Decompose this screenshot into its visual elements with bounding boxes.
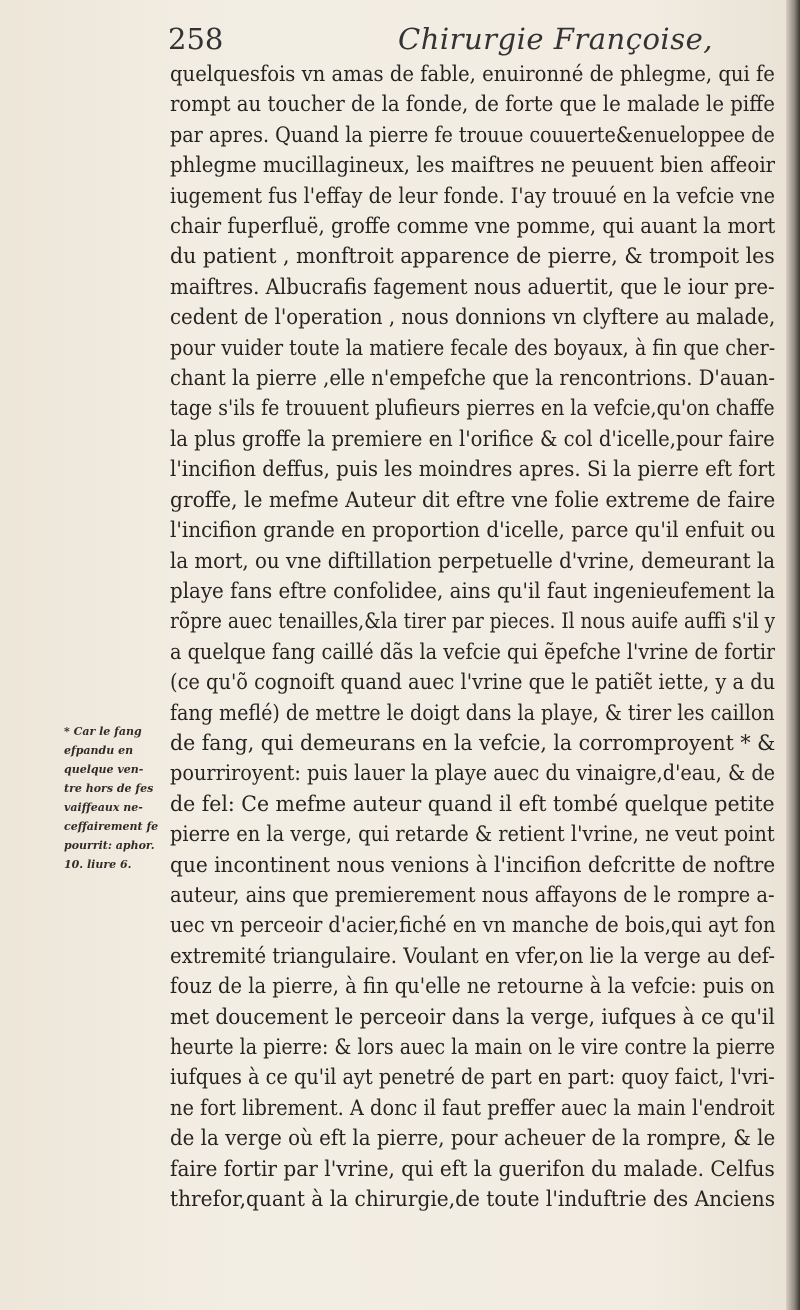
- margin-note-line: quelque ven-: [64, 763, 144, 776]
- text-line: rõpre auec tenailles,&la tirer par pieces. Il nous auife auffi s'il y: [170, 609, 775, 635]
- text-line: de fel: Ce mefme auteur quand il eft tombé quelque petite: [170, 791, 775, 817]
- text-line: groffe, le mefme Auteur dit eftre vne folie extreme de faire: [170, 487, 775, 513]
- text-line: que incontinent nous venions à l'incifion defcritte de noftre: [170, 852, 776, 878]
- margin-note-line: pourrit: aphor.: [64, 839, 155, 852]
- text-line: pourriroyent: puis lauer la playe auec du vinaigre,d'eau, & de: [170, 761, 775, 787]
- margin-note-line: 10. liure 6.: [64, 858, 132, 871]
- text-line: playe fans eftre confolidee, ains qu'il faut ingenieufement la: [170, 578, 776, 604]
- text-line: met doucement le perceoir dans la verge, iufques à ce qu'il: [170, 1004, 775, 1030]
- text-line: threfor,quant à la chirurgie,de toute l'induftrie des Anciens: [170, 1187, 775, 1213]
- text-line: rompt au toucher de la fonde, de forte que le malade le piffe: [170, 92, 775, 118]
- text-line: heurte la pierre: & lors auec la main on le vire contre la pierre: [170, 1035, 775, 1060]
- text-line: l'incifion deffus, puis les moindres apres. Si la pierre eft fort: [170, 457, 775, 483]
- text-line: extremité triangulaire. Voulant en vfer,on lie la verge au def-: [170, 943, 775, 969]
- text-line: cedent de l'operation , nous donnions vn clyftere au malade,: [170, 305, 776, 331]
- page-edge: [786, 0, 800, 1310]
- text-line: fouz de la pierre, à fin qu'elle ne retourne à la vefcie: puis on: [170, 974, 775, 1000]
- text-line: phlegme mucillagineux, les maiftres ne peuuent bien affeoir: [170, 153, 776, 179]
- margin-note-line: ceffairement fe: [64, 820, 159, 833]
- text-line: chair fuperfluë, groffe comme vne pomme, qui auant la mort: [170, 214, 776, 240]
- text-line: ne fort librement. A donc il faut preffer auec la main l'endroit: [170, 1095, 775, 1121]
- text-line: de fang, qui demeurans en la vefcie, la corromproyent * &: [170, 730, 776, 756]
- text-line: iufques à ce qu'il ayt penetré de part en part: quoy faict, l'vri-: [170, 1065, 775, 1091]
- text-line: faire fortir par l'vrine, qui eft la guerifon du malade. Celfus: [170, 1156, 775, 1182]
- margin-note: [64, 722, 172, 874]
- margin-note-line: tre hors de fes: [64, 782, 154, 795]
- text-line: quelquesfois vn amas de fable, enuironné de phlegme, qui fe: [170, 62, 775, 87]
- text-line: fang meflé) de mettre le doigt dans la playe, & tirer les caillon: [170, 700, 775, 726]
- text-line: pour vuider toute la matiere fecale des boyaux, à fin que cher-: [170, 335, 776, 361]
- margin-note-line: efpandu en: [64, 744, 134, 757]
- text-line: iugement fus l'effay de leur fonde. I'ay trouué en la vefcie vne: [170, 183, 775, 209]
- text-line: a quelque fang caillé dãs la vefcie qui ẽpefche l'vrine de fortir: [170, 639, 776, 665]
- text-line: maiftres. Albucrafis fagement nous aduertit, que le iour pre-: [170, 274, 775, 300]
- text-line: (ce qu'õ cognoift quand auec l'vrine que le patiẽt iette, y a du: [170, 670, 775, 696]
- margin-note-line: * Car le fang: [64, 725, 142, 738]
- text-line: auteur, ains que premierement nous affayons de le rompre a-: [170, 882, 775, 908]
- text-line: la mort, ou vne diftillation perpetuelle d'vrine, demeurant la: [170, 548, 776, 574]
- page-number: 258: [168, 22, 224, 56]
- text-line: l'incifion grande en proportion d'icelle, parce qu'il enfuit ou: [170, 518, 775, 544]
- text-line: de la verge où eft la pierre, pour acheuer de la rompre, & le: [170, 1126, 776, 1152]
- running-title: Chirurgie Françoise,: [398, 22, 713, 56]
- text-line: pierre en la verge, qui retarde & retient l'vrine, ne veut point: [170, 822, 775, 848]
- text-line: du patient , monftroit apparence de pierre, & trompoit les: [170, 244, 775, 270]
- body-text: [170, 60, 775, 1215]
- text-line: tage s'ils fe trouuent plufieurs pierres en la vefcie,qu'on chaffe: [170, 396, 775, 422]
- margin-note-line: vaiffeaux ne-: [64, 801, 143, 814]
- text-line: chant la pierre ,elle n'empefche que la rencontrions. D'auan-: [170, 366, 775, 392]
- text-line: uec vn perceoir d'acier,fiché en vn manche de bois,qui ayt fon: [170, 913, 776, 939]
- text-line: par apres. Quand la pierre fe trouue couuerte&enueloppee de: [170, 122, 775, 148]
- text-line: la plus groffe la premiere en l'orifice & col d'icelle,pour faire: [170, 426, 775, 452]
